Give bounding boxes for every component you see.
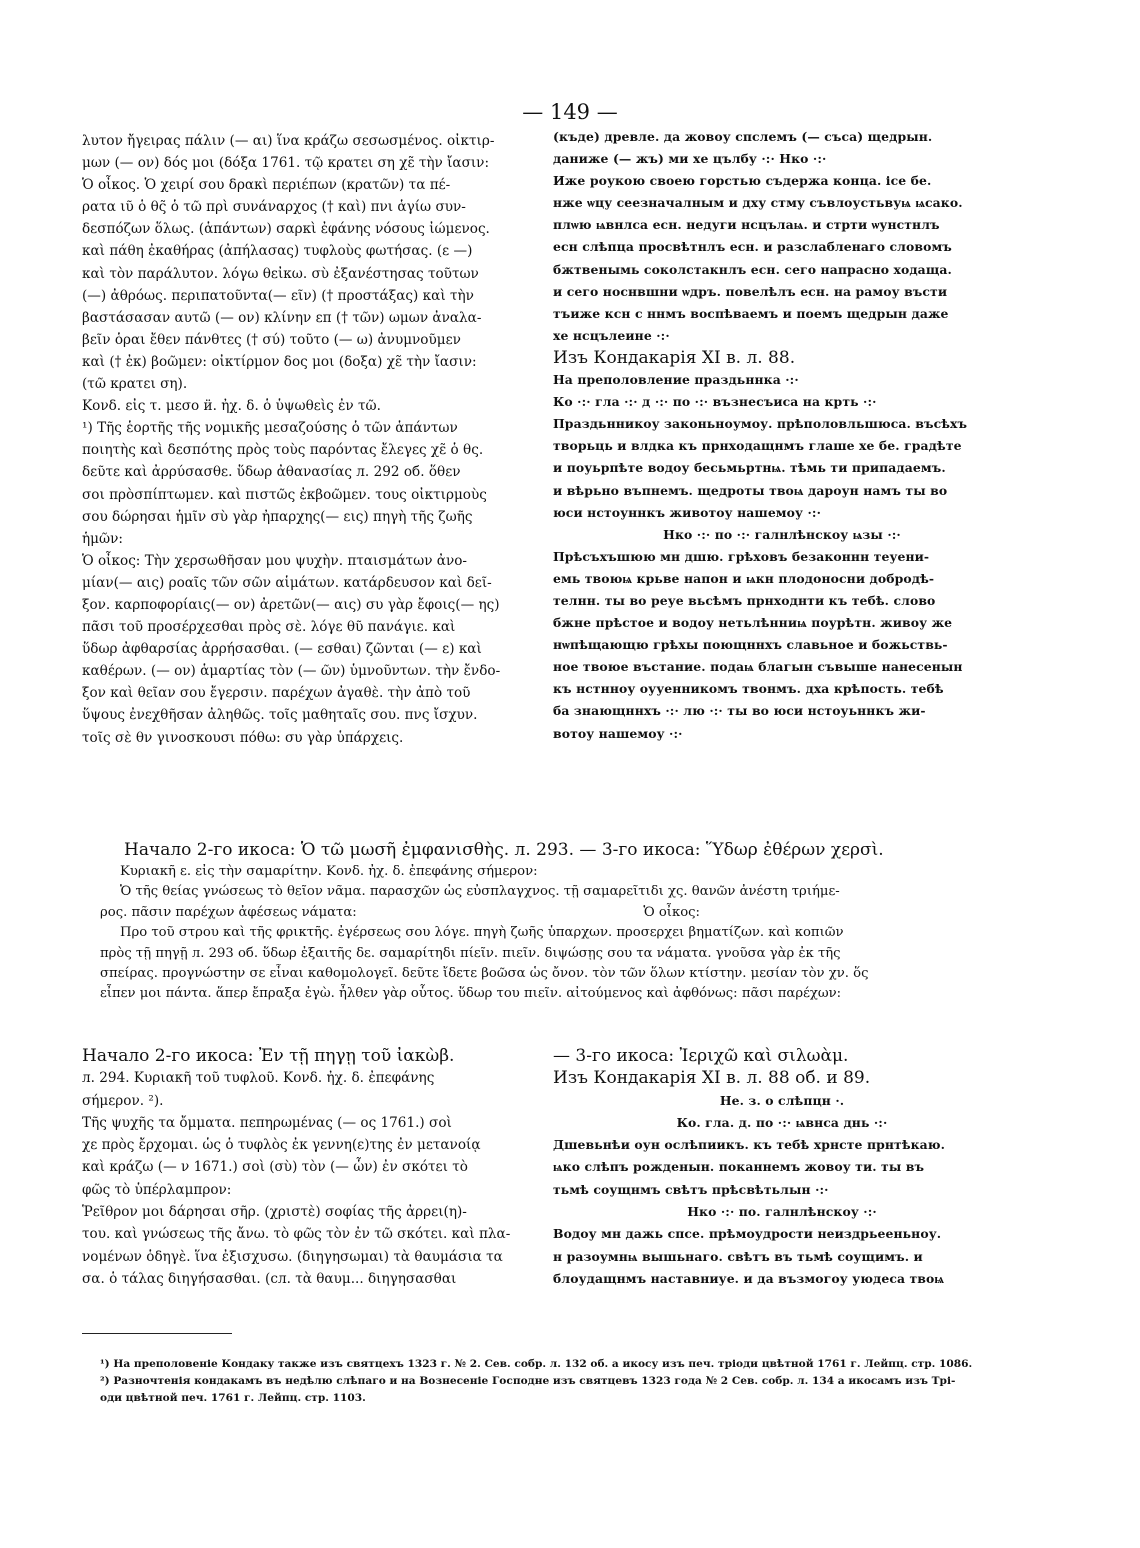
wide-line — [100, 903, 1020, 923]
left-top-line: τοῖς σὲ θν γινοσκουσι πόθω: συ γὰρ ὑπάρχεις. — [82, 729, 404, 746]
right-top-line: плѡю ѩвнлса есн. недуги нсцълаѩ. и стрти ѡунстнлъ — [553, 217, 940, 233]
right-top-line: бжтвенымь соколстакнлъ есн. сего напрасно ходаща. — [553, 261, 952, 277]
wide-heading: Начало 2-го икоса: Ὁ τῶ μωσῆ ἐμφανισθὴς. л. 293. — 3-го икоса: Ὕδωρ ἐθέρων χερσὶ. — [124, 840, 884, 860]
wide-line-part: ρος. πᾶσιν παρέχων ἀφέσεως νάματα: — [100, 904, 357, 920]
left-top-line: δεῦτε καὶ ἀρρύσασθε. ὕδωρ ἀθανασίας л. 292 об. ὅθεν — [82, 464, 461, 481]
right-top-line: Иже роукою своею горстью съдержа конца. ісе бе. — [553, 173, 932, 189]
right-top-line: тъиже ксн с ннмъ воспѣваемъ и поемъ щедрын даже — [553, 305, 949, 321]
footnotes-line: оди цвѣтной печ. 1761 г. Лейпц. стр. 1103. — [100, 1392, 366, 1404]
left-bottom-line: χε πρὸς ἔρχομαι. ὡς ὁ τυφλὸς ἐκ γεννη(ε)της ἐν μετανοίᾳ — [82, 1137, 481, 1154]
left-top-line: ξον. καρποφορίαις(— ον) ἀρετῶν(— αις) συ γὰρ ἔφοις(— ης) — [82, 596, 500, 613]
left-top-line: σου δώρησαι ἡμῖν σὺ γὰρ ἠπαρχης(— εις) πηγὴ τῆς ζωῆς — [82, 508, 473, 525]
right-top-line: На преполовление праздьннка ·:· — [553, 372, 799, 388]
right-top-line: нже ѡцу сеезначалным и дху стму съвлоустьвуѩ ѩсако. — [553, 195, 963, 211]
right-bottom-line: Водоу мн дажь спсе. прѣмоудрости неиздрьееньноу. — [553, 1226, 942, 1242]
right-bottom-line: Нко ·:· по. галнлѣнскоу ·:· — [687, 1204, 877, 1220]
right-bottom-line: н разоумнѩ вышьнаго. свѣтъ въ тьмѣ соущимъ. и — [553, 1248, 923, 1264]
right-top-line: хе нсцълеине ·:· — [553, 327, 670, 343]
greek-column-top — [82, 130, 510, 749]
wide-line: σπείρας. προγνώστην σε εἶναι καθομολογεῖ. δεῦτε ἴδετε βοῶσα ὡς ὄνον. τὸν τῶν ὅλων κτίστην. μεσίαν τὸν χν. ὅς — [100, 965, 869, 981]
left-top-line: καὶ τὸν παράλυτον. λόγω θεἰκω. σὺ ἐξανέστησας τοῦτων — [82, 265, 479, 282]
right-top-line: къ нстнноу оууенникомъ твонмъ. дха крѣпость. тебѣ — [553, 681, 944, 697]
left-bottom-line: л. 294. Κυριακῆ τοῦ τυφλοῦ. Κονδ. ἠχ. δ. ἐπεφάνης — [82, 1070, 435, 1087]
left-top-line: (—) ἀθρόως. περιπατοῦντα(— εῖν) († προστάξας) καὶ τὴν — [82, 287, 474, 304]
wide-oikos-label: Ὁ οἶκος: — [643, 904, 700, 920]
left-top-line: καθέρων. (— ον) ἁμαρτίας τὸν (— ῶν) ὑμνοῦντων. τὴν ἔνδο- — [82, 663, 501, 680]
right-bottom-line: — 3-го икоса: Ἰεριχῶ καὶ σιλωὰμ. — [553, 1046, 849, 1066]
right-top-line: Прѣсъхъшюю мн дшю. грѣховъ безаконнн теуени- — [553, 548, 930, 564]
left-bottom-line: σήμερον. ²). — [82, 1092, 164, 1109]
left-bottom-line: Ῥεῖθρον μοι δάρησαι σῆρ. (χριστὲ) σοφίας τῆς ἀρρει(η)- — [82, 1204, 467, 1221]
footnote-divider — [82, 1333, 232, 1334]
right-top-line: Изъ Кондакарія XI в. л. 88. — [553, 347, 796, 368]
right-top-line: вотоу нашемоу ·:· — [553, 725, 683, 741]
left-top-line: μίαν(— αις) ροαῖς τῶν σῶν αἱμάτων. κατάρδευσον καὶ δεῖ- — [82, 574, 492, 591]
left-top-line: Κονδ. εἰς τ. μεσο ӥ. ἠχ. δ. ὁ ὑψωθεὶς ἐν τῶ. — [82, 398, 381, 415]
footnotes — [100, 1356, 1020, 1407]
left-top-line: Ὁ οἶκος: Τὴν χερσωθῆσαν μου ψυχὴν. πταισμάτων ἀνο- — [82, 552, 467, 569]
right-top-line: есн слѣпца просвѣтнлъ есн. и разслабленаго словомъ — [553, 239, 952, 255]
left-top-line: ὕψους ἐνεχθῆσαν ἀληθῶς. τοῖς μαθηταῖς σου. πνς ἴσχυν. — [82, 707, 478, 724]
right-top-line: телнн. ты во реуе вьсѣмъ прнходнти къ тебѣ. слово — [553, 592, 936, 608]
right-top-line: и вѣрьно въпнемъ. щедроты твоѩ дароун намъ ты во — [553, 482, 948, 498]
left-top-line: δεσπόζων ὅλως. (ἁπάντων) σαρκὶ ἐφάνης νόσους ἰώμενος. — [82, 221, 490, 238]
left-top-line: (τῶ κρατει ση). — [82, 376, 188, 393]
left-bottom-line: του. καὶ γνώσεως τῆς ἄνω. τὸ φῶς τὸν ἐν τῶ σκότει. καὶ πλα- — [82, 1226, 511, 1243]
left-top-line: καὶ († ἐκ) βοῶμεν: οἰκτίρμον δος μοι (δοξα) χε̃ τὴν ἴασιν: — [82, 353, 477, 370]
left-top-line: ξον καὶ θεῖαν σου ἔγερσιν. παρέχων ἀγαθὲ. τὴν ἀπὸ τοῦ — [82, 685, 471, 702]
left-bottom-line: Τῆς ψυχῆς τα ὄμματα. πεπηρωμένας (— ος 1761.) σοὶ — [82, 1114, 452, 1131]
right-bottom-line: ѩко слѣпъ рожденын. поканнемъ жовоу ти. ты въ — [553, 1159, 925, 1175]
left-top-line: καὶ πάθη ἐκαθήρας (ἀπήλασας) τυφλοὺς φωτήσας. (ε —) — [82, 243, 473, 260]
left-top-line: πᾶσι τοῦ προσέρχεσθαι πρὸς σὲ. λόγε θῦ πανάγιε. καὶ — [82, 619, 456, 636]
left-top-line: βεῖν ὁραι ἔθεν πάνθτες († σύ) τοῦτο (— ω) ἀνυμνοῦμεν — [82, 331, 461, 348]
right-bottom-line: Дшевьнѣи оун ослѣпиикъ. къ тебѣ хрнсте прнтѣкаю. — [553, 1137, 946, 1153]
left-top-line: ὕδωρ ἀφθαρσίας ἀρρήσασθαι. (— εσθαι) ζῶνται (— ε) καὶ — [82, 641, 482, 658]
left-bottom-line: καὶ κράζω (— ν 1671.) σοὶ (σὺ) τὸν (— ὧν) ἐν σκότει τὸ — [82, 1159, 468, 1176]
right-top-line: творьць и влдка къ прнходащнмъ глаше хе бе. градѣте — [553, 438, 962, 454]
left-bottom-line: σα. ὁ τάλας διηγήσασθαι. (сл. τὰ θαυμ... διηγησασθαι — [82, 1270, 457, 1287]
right-top-line: Ко ·:· гла ·:· д ·:· по ·:· възнесъиса на крть ·:· — [553, 394, 877, 410]
left-top-line: βαστάσασαν αυτῶ (— ον) κλίνην επ († τῶν) ωμων ἀναλα- — [82, 309, 482, 326]
right-bottom-line: Не. з. о слѣпцн ·. — [719, 1092, 845, 1108]
right-top-line: и поуьрпѣте водоу бесьмьртнѩ. тѣмь ти припадаемъ. — [553, 460, 946, 476]
wide-block — [100, 838, 1020, 1005]
right-bottom-line: Ко. гла. д. по ·:· ѩвнса днь ·:· — [676, 1114, 888, 1130]
right-bottom-line: блоудащнмъ наставниуе. и да възмогоу уюдеса твоѩ — [553, 1270, 945, 1286]
left-top-line: ¹) Τῆς ἑορτῆς τῆς νομικῆς μεσαζούσης ὁ τῶν ἁπάντων — [82, 420, 458, 437]
right-top-line: юси нстоуннкъ животоу нашемоу ·:· — [553, 504, 821, 520]
left-top-line: ποιητὴς καὶ δεσπότης πρὸς τοὺς παρόντας ἔλεγες χε̃ ὁ θς. — [82, 442, 484, 459]
left-top-line: μων (— ον) δός μοι (δόξα 1761. τῷ κρατει ση χε̃ τὴν ἴασιν: — [82, 155, 490, 172]
footnotes-line: ²) Разночтенія кондакамъ въ недѣлю слѣпаго и на Вознесеніе Господне изъ святцевъ 1323 года № 2 Сев. собр. л. 134 а икосамъ изъ Трі- — [100, 1375, 956, 1387]
right-top-line: Праздьнникоу законьноумоу. прѣполовльшюса. въсѣхъ — [553, 416, 968, 432]
right-top-line: (къде) древле. да жовоу спслемъ (— съса) щедрын. — [553, 129, 933, 144]
right-top-line: и сего носнвшни ѡдръ. повелѣлъ есн. на рамоу въсти — [553, 283, 948, 299]
footnotes-line: ¹) На преполовеніе Кондаку также изъ святцехъ 1323 г. № 2. Сев. собр. л. 132 об. а икосу изъ печ. тріоди цвѣтной 1761 г. Лейпц. стр. 1086. — [100, 1358, 973, 1370]
wide-kontak: Κυριακῆ ε. εἰς τὴν σαμαρίτην. Κονδ. ἠχ. δ. ἐπεφάνης σήμερον: — [120, 864, 538, 879]
slavonic-column-top — [553, 126, 1011, 745]
left-top-line: σοι πρὸσπίπτωμεν. καὶ πιστῶς ἐκβοῶμεν. τους οἰκτιρμοὺς — [82, 486, 487, 503]
right-top-line: Нко ·:· по ·:· галнлѣнскоу ѩзы ·:· — [663, 526, 901, 542]
wide-line: Προ τοῦ στρου καὶ τῆς φρικτῆς. ἐγέρσεως σου λόγε. πηγὴ ζωῆς ὑπαρχων. προσερχει βηματίζων. καὶ κοπιῶν — [120, 925, 844, 941]
slavonic-column-bottom — [553, 1045, 1011, 1290]
right-top-line: бжне прѣстое и водоу нетьлѣнниѩ поурѣтн. живоу же — [553, 615, 953, 631]
left-top-line: Ὁ οἶκος. Ὁ χειρί σου δρακὶ περιέπων (κρατῶν) τα πέ- — [82, 177, 451, 194]
right-top-line: нѡпѣщающю грѣхы поющннхъ славьное и божьствь- — [553, 637, 948, 653]
left-bottom-line: φῶς τὸ ὑπέρλαμπρον: — [82, 1181, 232, 1198]
right-top-line: емь твоюѩ крьве напон и ѩкн плодоносни добродѣ- — [553, 570, 935, 586]
wide-line: πρὸς τῇ πηγῇ л. 293 об. ὕδωρ ἐξαιτῆς δε. σαμαρίτηδι πίεῖν. πιεῖν. διψώσῃς σου τα νάματα. γνοῦσα γὰρ ἐκ τῆς — [100, 945, 841, 961]
left-top-line: ρατα ιῦ ὁ θς̃ ὁ τῶ πρὶ συνάναρχος († καὶ) πνι ἁγίω συν- — [82, 199, 466, 216]
left-top-line: ἡμῶν: — [82, 530, 123, 547]
left-bottom-line: Начало 2-го икоса: Ἐν τῇ πηγῃ τοῦ ἰακὼβ. — [82, 1046, 455, 1066]
left-top-line: λυτον ἤγειρας πάλιν (— αι) ἵνα κράζω σεσωσμένος. οἰκτιρ- — [82, 133, 495, 149]
left-bottom-line: νομένων ὁδηγὲ. ἵνα ἐξισχυσω. (διηγησωμαι) τὰ θαυμάσια τα — [82, 1248, 503, 1265]
right-top-line: даниже (— жъ) ми хе цълбу ·:· Нко ·:· — [553, 151, 827, 167]
wide-line: Ὁ τῆς θείας γνώσεως τὸ θεῖον νᾶμα. παρασχῶν ὡς εὐσπλαγχνος. τῇ σαμαρεῖτιδι χς. θανῶν ἀνέστη τριήμε- — [120, 884, 840, 900]
wide-line: εἶπεν μοι πάντα. ἅπερ ἔπραξα ἐγὼ. ἦλθεν γὰρ οὗτος. ὕδωρ του πιεῖν. αἰτούμενος καὶ ἀφθόνως: πᾶσι παρέχων: — [100, 986, 842, 1002]
right-bottom-line: тьмѣ соущнмъ свѣтъ прѣсвѣтьлын ·:· — [553, 1181, 829, 1197]
right-bottom-line: Изъ Кондакарія XI в. л. 88 об. и 89. — [553, 1068, 871, 1089]
right-top-line: ное твоюе въстание. подаѩ благын съвыше нанесенын — [553, 659, 963, 675]
greek-column-bottom — [82, 1045, 539, 1290]
right-top-line: ба знающннхъ ·:· лю ·:· ты во юси нстоуьннкъ жи- — [553, 703, 926, 719]
page-number: — 149 — — [522, 100, 618, 124]
